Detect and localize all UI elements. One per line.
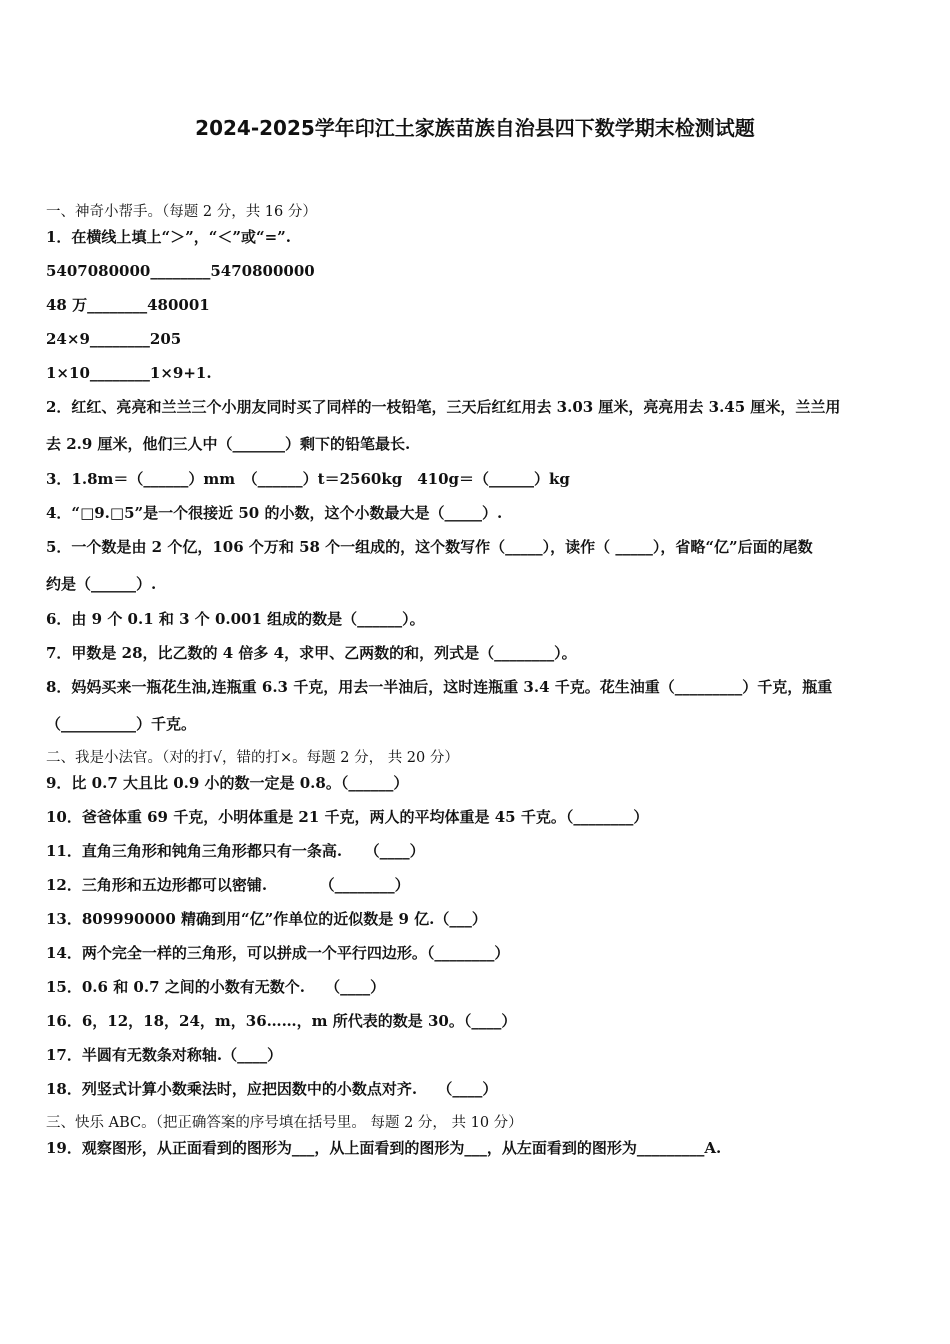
question-1: 1．在横线上填上“＞”，“＜”或“=”. [46,228,291,246]
question-8-line-1: 8．妈妈买来一瓶花生油,连瓶重 6.3 千克，用去一半油后，这时连瓶重 3.4 千克。花生油重（_________）千克，瓶重 [46,678,833,696]
question-7: 7．甲数是 28，比乙数的 4 倍多 4，求甲、乙两数的和，列式是（________）。 [46,644,577,662]
question-10: 10．爸爸体重 69 千克，小明体重是 21 千克，两人的平均体重是 45 千克。（________） [46,808,649,826]
question-6: 6．由 9 个 0.1 和 3 个 0.001 组成的数是（______）。 [46,610,425,628]
question-1-item-c: 24×9________205 [46,330,182,348]
question-3: 3．1.8m＝（______）mm （______）t＝2560kg 410g＝（______）kg [46,470,570,488]
question-16: 16．6，12，18，24，m，36……，m 所代表的数是 30。（____） [46,1012,517,1030]
question-18: 18．列竖式计算小数乘法时，应把因数中的小数点对齐. （____） [46,1080,498,1098]
question-5-line-1: 5．一个数是由 2 个亿，106 个万和 58 个一组成的，这个数写作（_____），读作（ _____），省略“亿”后面的尾数 [46,538,813,556]
exam-title: 2024-2025学年印江土家族苗族自治县四下数学期末检测试题 [195,116,755,140]
question-12: 12．三角形和五边形都可以密铺. （________） [46,876,410,894]
section-2-heading: 二、我是小法官。（对的打√，错的打×。每题 2 分， 共 20 分） [46,750,459,766]
question-2-line-2: 去 2.9 厘米，他们三人中（_______）剩下的铅笔最长. [46,435,411,453]
question-1-item-b: 48 万________480001 [46,296,210,314]
question-1-item-d: 1×10________1×9+1. [46,364,212,382]
question-5-line-2: 约是（______）. [46,575,157,593]
question-8-line-2: （__________）千克。 [46,715,197,733]
question-11: 11．直角三角形和钝角三角形都只有一条高. （____） [46,842,425,860]
question-14: 14．两个完全一样的三角形，可以拼成一个平行四边形。（________） [46,944,510,962]
section-1-heading: 一、神奇小帮手。（每题 2 分，共 16 分） [46,204,317,220]
question-19: 19．观察图形，从正面看到的图形为___，从上面看到的图形为___，从左面看到的图形为_________A. [46,1139,722,1157]
question-2-line-1: 2．红红、亮亮和兰兰三个小朋友同时买了同样的一枝铅笔，三天后红红用去 3.03 厘米，亮亮用去 3.45 厘米，兰兰用 [46,398,841,416]
question-17: 17．半圆有无数条对称轴.（____） [46,1046,283,1064]
question-1-item-a: 5407080000________5470800000 [46,262,315,280]
question-13: 13．809990000 精确到用“亿”作单位的近似数是 9 亿.（___） [46,910,487,928]
section-3-heading: 三、快乐 ABC。（把正确答案的序号填在括号里。 每题 2 分， 共 10 分） [46,1115,523,1131]
question-4: 4．“□9.□5”是一个很接近 50 的小数，这个小数最大是（_____）. [46,504,503,522]
question-9: 9．比 0.7 大且比 0.9 小的数一定是 0.8。（______） [46,774,409,792]
question-15: 15．0.6 和 0.7 之间的小数有无数个. （____） [46,978,386,996]
